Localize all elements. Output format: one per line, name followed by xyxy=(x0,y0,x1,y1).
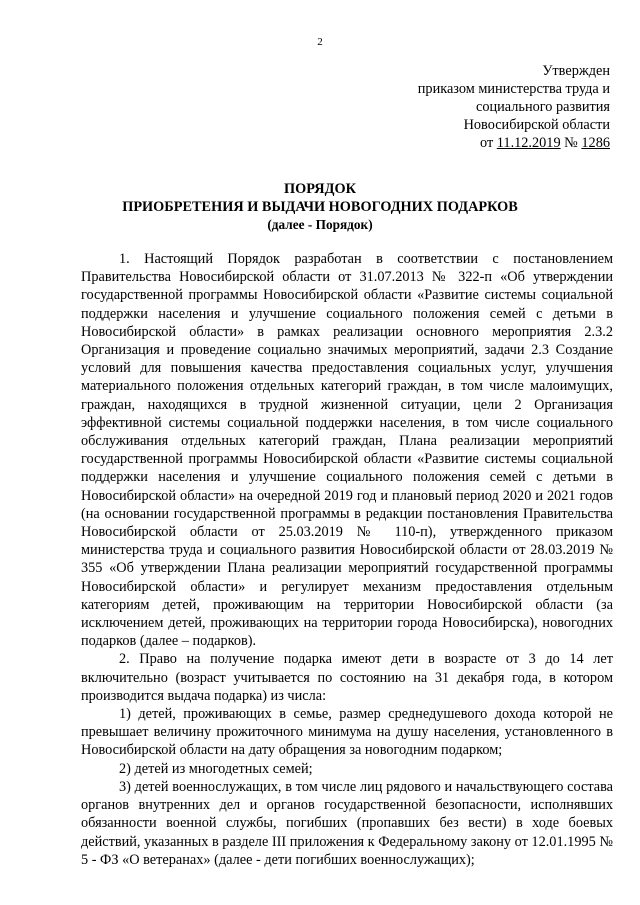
approval-line-region: Новосибирской области xyxy=(463,117,610,133)
page-number: 2 xyxy=(317,36,323,48)
approval-stamp-block xyxy=(418,62,610,152)
title-line-main: ПРИОБРЕТЕНИЯ И ВЫДАЧИ НОВОГОДНИХ ПОДАРКОВ xyxy=(122,199,518,215)
approval-date: 11.12.2019 xyxy=(496,135,561,151)
title-line-abbrev: (далее - Порядок) xyxy=(267,217,373,232)
approval-number: 1286 xyxy=(581,135,610,151)
document-title xyxy=(0,180,640,234)
approval-line-order: приказом министерства труда и xyxy=(417,81,610,97)
paragraph-2: 2. Право на получение подарка имеют дети в возрасте от 3 до 14 лет включительно (возраст учитывается по состоянию на 31 декабря года, в котором производится выдача подарка) из числа: xyxy=(81,651,613,704)
approval-line-ministry: социального развития xyxy=(476,99,610,115)
approval-date-prefix: от xyxy=(480,135,497,151)
paragraph-1: 1. Настоящий Порядок разработан в соответствии с постановлением Правительства Новосибирской области от 31.07.2013 № 322-п «Об утверждении государственной программы Новосибирской области «Развитие системы социальной поддержки населения и улучшение социального положения семей с детьми в Новосибирской области» в рамках реализации основного мероприятия 2.3.2 Организация и проведение социально значимых мероприятий, задачи 2.3 Создание условий для повышения качества предоставления социальных услуг, улучшения материального положения отдельных категорий граждан, в том числе малоимущих, граждан, находящихся в трудной жизненной ситуации, цели 2 Организация эффективной системы социальной поддержки населения, в том числе социального обслуживания отдельных категорий граждан, Плана реализации мероприятий государственной программы Новосибирской области «Развитие системы социальной поддержки населения и улучшение социального положения семей с детьми в Новосибирской области» на очередной 2019 год и плановый период 2020 и 2021 годов (на основании государственной программы в редакции постановления Правительства Новосибирской области от 25.03.2019 № 110-п), утвержденного приказом министерства труда и социального развития Новосибирской области от 28.03.2019 № 355 «Об утверждении Плана реализации мероприятий государственной программы Новосибирской области» и регулирует механизм предоставления отдельным категориям детей, проживающим на территории Новосибирской области (за исключением детей, проживающих на территории города Новосибирска), новогодних подарков (далее – подарков). xyxy=(81,251,613,650)
approval-line-date-number xyxy=(418,134,610,152)
paragraph-2-item-1: 1) детей, проживающих в семье, размер среднедушевого дохода которой не превышает величину прожиточного минимума на душу населения, установленного в Новосибирской области на дату обращения за новогодним подарком; xyxy=(81,706,613,759)
document-body xyxy=(81,250,613,869)
paragraph-2-item-2: 2) детей из многодетных семей; xyxy=(119,760,313,777)
paragraph-2-item-3: 3) детей военнослужащих, в том числе лиц рядового и начальствующего состава органов внутренних дел и органов государственной безопасности, исполнявших обязанности военной службы, погибших (пропавших без вести) в ходе боевых действий, указанных в разделе III приложения к Федеральному закону от 12.01.1995 № 5 - ФЗ «О ветеранах» (далее - дети погибших военнослужащих); xyxy=(81,778,613,868)
approval-line-approved: Утвержден xyxy=(542,63,610,79)
title-line-order: ПОРЯДОК xyxy=(284,181,356,197)
approval-number-sign: № xyxy=(560,135,582,151)
